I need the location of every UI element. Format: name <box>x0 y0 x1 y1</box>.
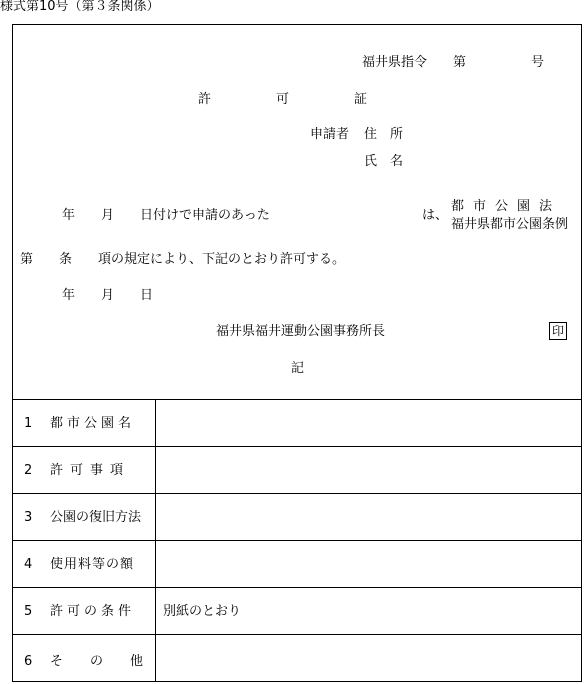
row-label: 使用料等の額 <box>50 557 135 572</box>
clause-line: 第 条 項の規定により、下記のとおり許可する。 <box>20 252 346 267</box>
table-row <box>24 417 135 430</box>
table-row <box>24 558 134 571</box>
particle-ha: は、 <box>422 208 449 223</box>
row-number: 6 <box>24 654 33 669</box>
ki-heading: 記 <box>291 361 305 376</box>
row-label: 公園の復旧方法 <box>50 510 142 525</box>
row-label: 都市公園名 <box>50 416 136 431</box>
row-number: 1 <box>24 416 33 431</box>
row-number: 3 <box>24 510 33 525</box>
permit-form-frame <box>12 24 582 682</box>
form-title: 様式第10号（第３条関係） <box>0 0 160 14</box>
permit-heading: 許 可 証 <box>198 92 368 107</box>
table-top-rule <box>12 399 582 400</box>
law-prefecture-ordinance: 福井県都市公園条例 <box>451 217 569 232</box>
table-row <box>24 655 170 668</box>
row-number: 4 <box>24 557 33 572</box>
agency-number: 福井県指令 第 号 <box>362 55 545 70</box>
row-label: 許可事項 <box>50 463 131 478</box>
name-label: 氏 名 <box>364 154 404 169</box>
row-value: 別紙のとおり <box>163 604 242 619</box>
issue-date: 年 月 日 <box>62 288 154 303</box>
table-column-divider <box>155 399 156 682</box>
table-rule <box>12 540 582 541</box>
table-rule <box>12 446 582 447</box>
law-city-park: 都市公園法 <box>451 199 562 214</box>
seal-mark: 印 <box>549 322 567 340</box>
row-label: 許可の条件 <box>50 604 136 619</box>
table-rule <box>12 634 582 635</box>
table-row <box>24 464 130 477</box>
row-label: その他 <box>50 654 171 669</box>
issuer-name: 福井県福井運動公園事務所長 <box>216 324 386 339</box>
table-row <box>24 605 135 618</box>
application-date-line: 年 月 日付けで申請のあった <box>62 208 270 223</box>
row-number: 5 <box>24 604 33 619</box>
applicant-label: 申請者 <box>310 127 350 142</box>
address-label: 住 所 <box>364 127 404 142</box>
row-number: 2 <box>24 463 33 478</box>
table-row <box>24 511 141 524</box>
table-rule <box>12 587 582 588</box>
table-rule <box>12 493 582 494</box>
